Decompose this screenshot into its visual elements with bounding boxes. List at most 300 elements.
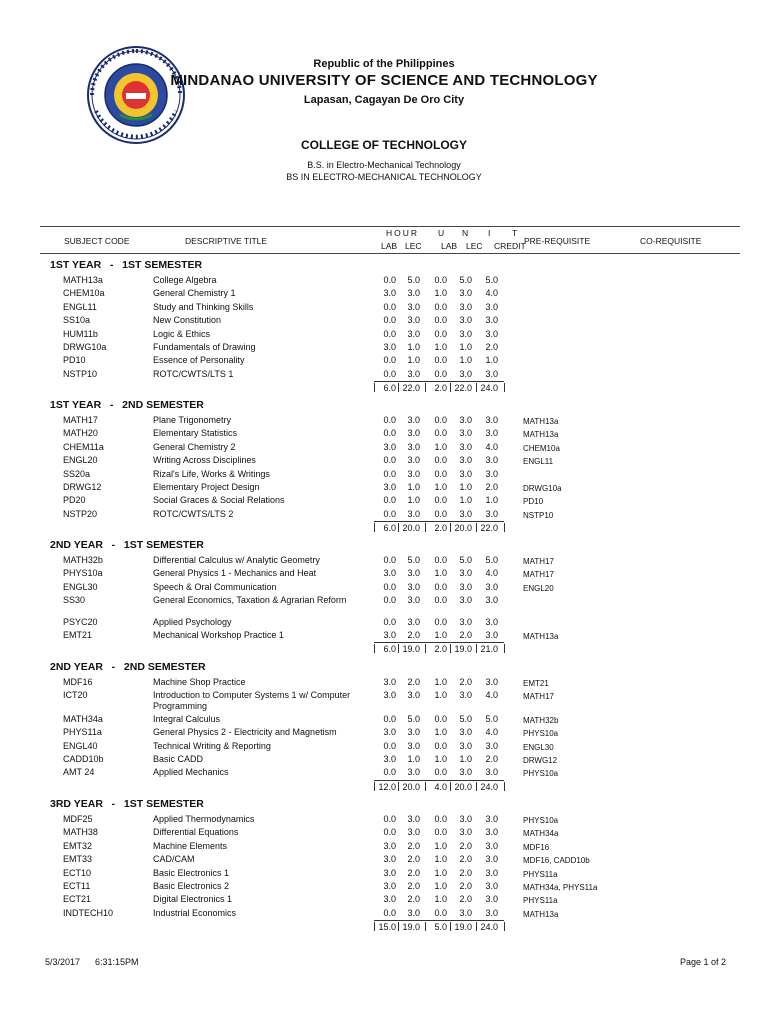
- table-row: [0, 595, 768, 608]
- prerequisite: MATH13a: [523, 909, 559, 919]
- table-row: [0, 355, 768, 368]
- value-lab: 0.0: [383, 555, 396, 565]
- table-row: [0, 754, 768, 767]
- value-lab: 0.0: [383, 301, 396, 312]
- prerequisite: MATH32b: [523, 715, 559, 725]
- subject-code: NSTP10: [63, 368, 98, 379]
- value-ulab: 1.0: [434, 342, 447, 352]
- col-subject-code: SUBJECT CODE: [64, 236, 130, 246]
- value-credit: 2.0: [485, 482, 498, 492]
- total-ulab: 2.0: [434, 644, 447, 655]
- value-credit: 3.0: [485, 315, 498, 326]
- descriptive-title: General Chemistry 2: [153, 441, 236, 452]
- value-ulec: 3.0: [459, 740, 472, 751]
- value-lec: 2.0: [407, 867, 420, 878]
- value-credit: 3.0: [485, 301, 498, 312]
- prerequisite: PHYS11a: [523, 869, 558, 879]
- page-number: Page 1 of 2: [680, 957, 727, 967]
- total-lec: 19.0: [402, 922, 420, 933]
- print-date: 5/3/2017: [45, 957, 81, 967]
- descriptive-title: ROTC/CWTS/LTS 1: [153, 368, 234, 379]
- value-lab: 0.0: [383, 616, 396, 627]
- value-ulab: 0.0: [434, 827, 447, 838]
- descriptive-title: Technical Writing & Reporting: [153, 740, 271, 751]
- prerequisite: PHYS10a: [523, 769, 559, 779]
- descriptive-title: CAD/CAM: [153, 854, 195, 865]
- total-lab: 6.0: [383, 383, 396, 394]
- table-row: [0, 630, 768, 643]
- value-lec: 3.0: [407, 690, 420, 701]
- descriptive-title: Elementary Statistics: [153, 428, 238, 439]
- col-unit-i: I: [488, 228, 491, 238]
- descriptive-title: Study and Thinking Skills: [153, 301, 254, 312]
- value-credit: 3.0: [485, 840, 498, 851]
- subject-code: ICT20: [63, 690, 88, 701]
- prerequisite: PD10: [523, 497, 544, 507]
- value-ulab: 1.0: [434, 288, 447, 299]
- value-ulab: 0.0: [434, 328, 447, 339]
- value-credit: 3.0: [485, 595, 498, 606]
- value-credit: 2.0: [485, 342, 498, 352]
- table-row: [0, 442, 768, 455]
- descriptive-title: Introduction to Computer Systems 1 w/ Computer Programming: [153, 690, 351, 712]
- descriptive-title: Differential Equations: [153, 827, 239, 838]
- value-lab: 0.0: [383, 368, 396, 379]
- prerequisite: MATH17: [523, 692, 554, 702]
- value-ulab: 1.0: [434, 854, 447, 865]
- value-lab: 0.0: [383, 827, 396, 838]
- value-ulab: 0.0: [434, 740, 447, 751]
- value-lec: 3.0: [407, 508, 420, 519]
- table-row: [0, 741, 768, 754]
- value-lab: 3.0: [383, 568, 396, 579]
- value-ulec: 1.0: [459, 495, 472, 506]
- subject-code: ENGL11: [63, 301, 97, 312]
- semester-title: 1ST YEAR - 1ST SEMESTER: [50, 259, 203, 271]
- value-lab: 3.0: [383, 840, 396, 851]
- value-credit: 4.0: [485, 690, 498, 701]
- value-lab: 0.0: [383, 275, 396, 285]
- descriptive-title: Fundamentals of Drawing: [153, 342, 256, 352]
- table-row: [0, 582, 768, 595]
- prerequisite: DRWG10a: [523, 484, 562, 493]
- descriptive-title: Writing Across Disciplines: [153, 455, 256, 466]
- descriptive-title: General Physics 1 - Mechanics and Heat: [153, 568, 317, 579]
- col-prerequisite: PRE-REQUISITE: [524, 236, 591, 246]
- value-ulec: 3.0: [459, 455, 472, 466]
- value-credit: 3.0: [485, 767, 498, 778]
- subject-code: SS30: [63, 595, 86, 606]
- descriptive-title: Speech & Oral Communication: [153, 581, 277, 592]
- program-name: B.S. in Electro-Mechanical Technology: [307, 160, 461, 170]
- descriptive-title: General Physics 2 - Electricity and Magnetism: [153, 727, 337, 738]
- table-row: [0, 714, 768, 727]
- value-lec: 3.0: [407, 428, 420, 439]
- total-credit: 21.0: [480, 644, 498, 655]
- total-ulab: 5.0: [434, 922, 447, 933]
- semester-totals: [0, 782, 768, 794]
- subject-code: MATH34a: [63, 713, 103, 724]
- col-unit-u: U: [438, 228, 445, 238]
- value-credit: 3.0: [485, 468, 498, 479]
- value-ulec: 3.0: [459, 428, 472, 439]
- subject-code: ENGL30: [63, 581, 98, 592]
- prerequisite: CHEM10a: [523, 443, 560, 453]
- value-ulec: 3.0: [459, 368, 472, 379]
- value-ulec: 3.0: [459, 415, 472, 425]
- subject-code: HUM11b: [63, 328, 98, 339]
- value-lec: 2.0: [407, 894, 420, 905]
- totals-rule: [374, 381, 504, 382]
- prerequisite: MATH13a: [523, 417, 559, 426]
- prerequisite: ENGL30: [523, 742, 554, 752]
- total-lab: 12.0: [378, 781, 396, 792]
- table-row: [0, 908, 768, 921]
- table-row: [0, 315, 768, 328]
- subject-code: DRWG12: [63, 482, 102, 492]
- value-ulec: 3.0: [459, 827, 472, 838]
- value-ulab: 1.0: [434, 881, 447, 891]
- prerequisite: MATH34a, PHYS11a: [523, 883, 598, 892]
- table-row: [0, 854, 768, 867]
- table-row: [0, 369, 768, 382]
- value-credit: 1.0: [485, 495, 498, 506]
- prerequisite: DRWG12: [523, 756, 558, 765]
- university-address: Lapasan, Cagayan De Oro City: [303, 94, 465, 106]
- value-credit: 3.0: [485, 814, 498, 824]
- value-lab: 3.0: [383, 727, 396, 738]
- prerequisite: PHYS10a: [523, 816, 559, 825]
- value-ulec: 1.0: [459, 482, 472, 492]
- table-row: [0, 617, 768, 630]
- value-lec: 3.0: [407, 455, 420, 466]
- header-rule-top: [40, 226, 740, 227]
- table-row: [0, 415, 768, 428]
- value-ulab: 0.0: [434, 581, 447, 592]
- subject-code: CHEM10a: [63, 288, 105, 299]
- table-row: [0, 555, 768, 568]
- value-credit: 3.0: [485, 827, 498, 838]
- col-hour: HOUR: [386, 228, 420, 238]
- descriptive-title: Applied Mechanics: [153, 767, 229, 778]
- value-lec: 2.0: [407, 840, 420, 851]
- value-lec: 3.0: [407, 740, 420, 751]
- value-credit: 3.0: [485, 428, 498, 439]
- table-row: [0, 814, 768, 827]
- value-lab: 0.0: [383, 713, 396, 724]
- value-ulab: 0.0: [434, 907, 447, 918]
- value-ulab: 0.0: [434, 315, 447, 326]
- prerequisite: NSTP10: [523, 510, 554, 520]
- descriptive-title: Machine Elements: [153, 840, 228, 851]
- total-ulec: 22.0: [454, 383, 472, 394]
- total-ulab: 2.0: [434, 523, 447, 534]
- total-credit: 24.0: [480, 922, 498, 933]
- value-lab: 0.0: [383, 415, 396, 425]
- totals-rule: [374, 920, 504, 921]
- subject-code: MATH32b: [63, 555, 103, 565]
- value-ulec: 3.0: [459, 288, 472, 299]
- value-credit: 4.0: [485, 441, 498, 452]
- university-name: MINDANAO UNIVERSITY OF SCIENCE AND TECHNOLOGY: [170, 72, 598, 89]
- value-ulec: 3.0: [459, 441, 472, 452]
- value-lab: 3.0: [383, 288, 396, 299]
- value-lab: 0.0: [383, 315, 396, 326]
- subject-code: EMT32: [63, 840, 93, 851]
- prerequisite: PHYS10a: [523, 729, 559, 739]
- subject-code: ECT11: [63, 881, 91, 891]
- value-lec: 5.0: [407, 713, 420, 724]
- value-credit: 5.0: [485, 713, 498, 724]
- value-lec: 3.0: [407, 581, 420, 592]
- subject-code: ECT10: [63, 867, 92, 878]
- value-ulec: 3.0: [459, 568, 472, 579]
- table-row: [0, 329, 768, 342]
- value-lec: 3.0: [407, 368, 420, 379]
- table-row: [0, 495, 768, 508]
- value-ulab: 0.0: [434, 415, 447, 425]
- value-credit: 3.0: [485, 455, 498, 466]
- value-credit: 3.0: [485, 508, 498, 519]
- prerequisite: ENGL20: [523, 583, 554, 593]
- semester-title: 1ST YEAR - 2ND SEMESTER: [50, 399, 204, 411]
- value-ulec: 3.0: [459, 595, 472, 606]
- value-ulec: 5.0: [459, 275, 472, 285]
- descriptive-title: Rizal's Life, Works & Writings: [153, 468, 270, 479]
- value-lec: 2.0: [407, 677, 420, 687]
- value-lec: 3.0: [407, 288, 420, 299]
- value-credit: 3.0: [485, 328, 498, 339]
- table-row: [0, 342, 768, 355]
- value-ulab: 1.0: [434, 677, 447, 687]
- table-row: [0, 302, 768, 315]
- value-lab: 3.0: [383, 677, 396, 687]
- subject-code: PHYS11a: [63, 727, 102, 738]
- value-lab: 3.0: [383, 441, 396, 452]
- value-lab: 3.0: [383, 881, 396, 891]
- table-row: [0, 568, 768, 581]
- table-row: [0, 868, 768, 881]
- subject-code: CADD10b: [63, 754, 104, 764]
- subject-code: ECT21: [63, 894, 92, 905]
- value-ulab: 0.0: [434, 508, 447, 519]
- value-ulec: 3.0: [459, 814, 472, 824]
- value-lec: 3.0: [407, 814, 420, 824]
- header-rule-bottom: [40, 253, 740, 254]
- col-unit-lec: LEC: [466, 241, 483, 251]
- descriptive-title: Plane Trigonometry: [153, 415, 232, 425]
- col-credit: CREDIT: [494, 241, 526, 251]
- table-row: [0, 841, 768, 854]
- value-credit: 3.0: [485, 368, 498, 379]
- value-ulab: 0.0: [434, 428, 447, 439]
- subject-code: AMT 24: [63, 767, 95, 778]
- value-ulec: 2.0: [459, 630, 472, 640]
- subject-code: PHYS10a: [63, 568, 103, 579]
- subject-code: EMT33: [63, 854, 93, 865]
- value-ulab: 1.0: [434, 482, 447, 492]
- table-row: [0, 509, 768, 522]
- descriptive-title: Elementary Project Design: [153, 482, 260, 492]
- subject-code: MATH13a: [63, 275, 103, 285]
- value-ulec: 3.0: [459, 301, 472, 312]
- value-lec: 3.0: [407, 301, 420, 312]
- subject-code: MDF16: [63, 677, 93, 687]
- value-lab: 0.0: [383, 328, 396, 339]
- value-ulec: 3.0: [459, 767, 472, 778]
- value-ulab: 0.0: [434, 301, 447, 312]
- totals-rule: [374, 642, 504, 643]
- value-credit: 3.0: [485, 677, 498, 687]
- value-lab: 0.0: [383, 455, 396, 466]
- value-ulec: 3.0: [459, 907, 472, 918]
- prerequisite: MATH34a: [523, 829, 559, 839]
- value-lec: 3.0: [407, 767, 420, 778]
- value-ulab: 0.0: [434, 767, 447, 778]
- value-lec: 3.0: [407, 568, 420, 579]
- descriptive-title: Applied Thermodynamics: [153, 814, 255, 824]
- value-ulec: 5.0: [459, 555, 472, 565]
- value-lab: 3.0: [383, 894, 396, 905]
- subject-code: MATH20: [63, 428, 98, 439]
- value-credit: 4.0: [485, 288, 498, 299]
- col-unit-lab: LAB: [441, 241, 458, 251]
- value-ulab: 0.0: [434, 468, 447, 479]
- value-lab: 0.0: [383, 767, 396, 778]
- value-lec: 2.0: [407, 854, 420, 865]
- subject-code: NSTP20: [63, 508, 98, 519]
- subject-code: SS20a: [63, 468, 91, 479]
- value-ulec: 3.0: [459, 616, 472, 627]
- value-lec: 3.0: [407, 616, 420, 627]
- value-ulab: 1.0: [434, 727, 447, 738]
- value-lab: 3.0: [383, 342, 396, 352]
- value-ulec: 2.0: [459, 894, 472, 905]
- value-credit: 3.0: [485, 581, 498, 592]
- subject-code: PSYC20: [63, 616, 98, 627]
- prerequisite: MATH13a: [523, 430, 559, 440]
- descriptive-title: Basic Electronics 1: [153, 867, 230, 878]
- semester-totals: [0, 922, 768, 934]
- value-lab: 0.0: [383, 428, 396, 439]
- value-credit: 3.0: [485, 907, 498, 918]
- prerequisite: MATH17: [523, 570, 554, 580]
- value-lab: 0.0: [383, 595, 396, 606]
- descriptive-title: College Algebra: [153, 275, 217, 285]
- value-lab: 3.0: [383, 482, 396, 492]
- value-lec: 3.0: [407, 595, 420, 606]
- value-lab: 0.0: [383, 581, 396, 592]
- col-corequisite: CO-REQUISITE: [640, 236, 702, 246]
- value-ulec: 2.0: [459, 854, 472, 865]
- total-lab: 15.0: [378, 922, 396, 933]
- total-lec: 20.0: [402, 523, 420, 534]
- value-ulec: 2.0: [459, 881, 472, 891]
- value-ulec: 3.0: [459, 690, 472, 701]
- value-ulec: 2.0: [459, 840, 472, 851]
- value-lec: 1.0: [407, 355, 420, 366]
- value-lec: 3.0: [407, 907, 420, 918]
- semester-totals: [0, 523, 768, 535]
- value-ulab: 1.0: [434, 568, 447, 579]
- value-ulab: 1.0: [434, 441, 447, 452]
- table-row: [0, 727, 768, 740]
- prerequisite: MATH13a: [523, 632, 559, 641]
- value-credit: 5.0: [485, 275, 498, 285]
- total-credit: 24.0: [480, 781, 498, 792]
- value-lec: 1.0: [407, 754, 420, 764]
- value-lec: 3.0: [407, 415, 420, 425]
- semester-title: 2ND YEAR - 1ST SEMESTER: [50, 539, 204, 551]
- table-row: [0, 881, 768, 894]
- value-ulec: 3.0: [459, 468, 472, 479]
- table-row: [0, 455, 768, 468]
- value-ulec: 1.0: [459, 754, 472, 764]
- value-ulec: 3.0: [459, 508, 472, 519]
- semester-totals: [0, 383, 768, 395]
- value-credit: 3.0: [485, 740, 498, 751]
- descriptive-title: Mechanical Workshop Practice 1: [153, 630, 284, 640]
- descriptive-title: Industrial Economics: [153, 907, 237, 918]
- total-ulab: 4.0: [434, 781, 447, 792]
- descriptive-title: Applied Psychology: [153, 616, 232, 627]
- republic-label: Republic of the Philippines: [313, 58, 455, 70]
- value-lec: 3.0: [407, 727, 420, 738]
- total-lab: 6.0: [383, 523, 396, 534]
- total-credit: 24.0: [480, 383, 498, 394]
- value-ulec: 3.0: [459, 315, 472, 326]
- total-lec: 20.0: [402, 781, 420, 792]
- program-name-caps: BS IN ELECTRO-MECHANICAL TECHNOLOGY: [286, 172, 482, 182]
- semester-title: 3RD YEAR - 1ST SEMESTER: [50, 798, 204, 810]
- value-ulab: 0.0: [434, 555, 447, 565]
- value-ulab: 1.0: [434, 867, 447, 878]
- value-lec: 5.0: [407, 275, 420, 285]
- subject-code: PD20: [63, 495, 86, 506]
- table-row: [0, 767, 768, 780]
- value-lab: 3.0: [383, 754, 396, 764]
- col-descriptive-title: DESCRIPTIVE TITLE: [185, 236, 268, 246]
- prerequisite: EMT21: [523, 679, 549, 688]
- total-lec: 19.0: [402, 644, 420, 655]
- value-ulab: 1.0: [434, 690, 447, 701]
- value-ulab: 0.0: [434, 368, 447, 379]
- descriptive-title: General Chemistry 1: [153, 288, 236, 299]
- value-ulec: 3.0: [459, 581, 472, 592]
- value-ulab: 0.0: [434, 455, 447, 466]
- value-lab: 3.0: [383, 854, 396, 865]
- col-lab: LAB: [381, 241, 398, 251]
- value-lab: 3.0: [383, 690, 396, 701]
- table-row: [0, 827, 768, 840]
- value-lab: 3.0: [383, 630, 396, 640]
- value-lab: 0.0: [383, 740, 396, 751]
- subject-code: ENGL20: [63, 455, 98, 466]
- value-lec: 3.0: [407, 441, 420, 452]
- total-ulec: 19.0: [454, 644, 472, 655]
- total-ulec: 20.0: [454, 523, 472, 534]
- value-lab: 0.0: [383, 814, 396, 824]
- value-ulab: 0.0: [434, 275, 447, 285]
- table-row: [0, 288, 768, 301]
- value-ulec: 3.0: [459, 727, 472, 738]
- subject-code: EMT21: [63, 630, 93, 640]
- col-unit-n: N: [462, 228, 469, 238]
- total-ulec: 20.0: [454, 781, 472, 792]
- value-ulab: 0.0: [434, 595, 447, 606]
- totals-rule: [374, 521, 504, 522]
- value-lab: 0.0: [383, 468, 396, 479]
